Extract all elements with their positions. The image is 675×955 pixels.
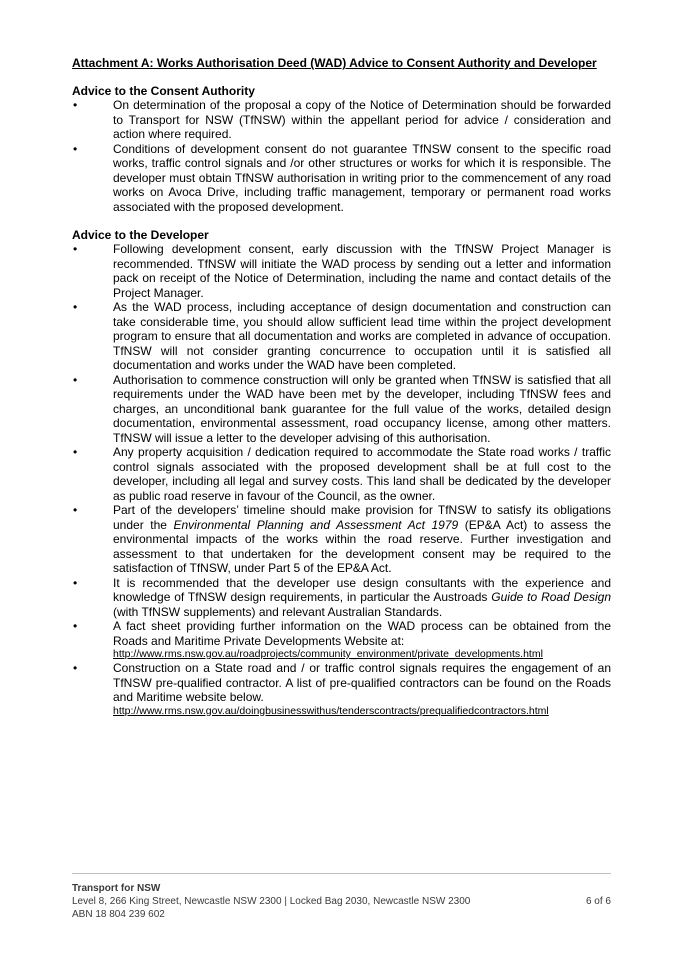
prequalified-contractors-link[interactable]: http://www.rms.nsw.gov.au/doingbusinesswithus/tenderscontracts/prequalifiedcontractors.html [113, 704, 549, 717]
page-number: 6 of 6 [585, 896, 611, 907]
list-item-text: (EP&A Act) to assess the environmental impacts of the works within the road reserve. Further investigation and assessment to that undertaken for the development consent may be required to the satisfaction of TfNSW, under Part 5 of the EP&A Act. [113, 517, 611, 575]
footer-address-row [72, 895, 611, 908]
bullet-icon: • [73, 141, 78, 156]
guide-title: Guide to Road Design [491, 590, 611, 604]
page-footer [72, 873, 611, 921]
bullet-icon: • [73, 98, 78, 112]
footer-organisation: Transport for NSW [72, 883, 161, 894]
bullet-icon: • [73, 661, 78, 675]
footer-abn: ABN 18 804 239 602 [72, 909, 165, 920]
list-item-text: Construction on a State road and / or traffic control signals requires the engagement of an TfNSW pre-qualified contractor. A list of pre-qualified contractors can be found on the Roads and Maritime website below. [113, 661, 611, 704]
document-title: Attachment A: Works Authorisation Deed (WAD) Advice to Consent Authority and Developer [72, 56, 597, 70]
list-item [72, 445, 611, 503]
bullet-icon: • [73, 619, 78, 633]
list-item-text: Following development consent, early discussion with the TfNSW Project Manager is recommended. TfNSW will initiate the WAD process by sending out a letter and information pack on receipt of the Notice of Determination, including the name and contact details of the Project Manager. [113, 242, 611, 300]
list-item [72, 503, 611, 576]
list-item-text: It is recommended that the developer use design consultants with the experience and knowledge of TfNSW design requirements, in particular the Austroads [113, 575, 611, 604]
bullet-icon: • [73, 300, 78, 314]
list-item-text: On determination of the proposal a copy of the Notice of Determination should be forwarded to Transport for NSW (TfNSW) within the appellant period for advice / consideration and action where required. [113, 98, 611, 141]
document-page [72, 56, 611, 718]
consent-authority-list [72, 98, 611, 214]
list-item-text: Any property acquisition / dedication required to accommodate the State road works / traffic control signals associated with the proposed development shall be at full cost to the developer, including all legal and survey costs. This land shall be dedicated by the developer as public road reserve in favour of the Council, as the owner. [113, 445, 611, 503]
list-item [72, 98, 611, 142]
list-item-text: Conditions of development consent do not guarantee TfNSW consent to the specific road works, traffic control signals and /or other structures or works for which it is responsible. The developer must obtain TfNSW authorisation in writing prior to the commencement of any road works on Avoca Drive, including traffic management, temporary or permanent road works associated with the proposed development. [113, 141, 611, 214]
footer-address: Level 8, 266 King Street, Newcastle NSW 2300 | Locked Bag 2030, Newcastle NSW 2300 [72, 896, 471, 907]
list-item [72, 300, 611, 373]
list-item [72, 142, 611, 215]
list-item-text: A fact sheet providing further information on the WAD process can be obtained from the Roads and Maritime Private Developments Website at: [113, 619, 611, 648]
list-item-text: As the WAD process, including acceptance of design documentation and construction can take considerable time, you should allow sufficient lead time within the project development program to ensure that all documentation and works are completed in advance of occupation. TfNSW will not consider granting concurrence to occupation until it is satisfied all documentation and works under the WAD have been completed. [113, 300, 611, 372]
list-item-text: Authorisation to commence construction will only be granted when TfNSW is satisfied that all requirements under the WAD have been met by the developer, including TfNSW fees and charges, an unconditional bank guarantee for the full value of the works, detailed design documentation, environmental assessment, road occupancy license, among other matters. TfNSW will issue a letter to the developer advising of this authorisation. [113, 372, 611, 445]
act-title: Environmental Planning and Assessment Act 1979 [173, 517, 459, 532]
private-developments-link[interactable]: http://www.rms.nsw.gov.au/roadprojects/community_environment/private_developments.html [113, 648, 543, 660]
list-item [72, 373, 611, 446]
list-item-text: (with TfNSW supplements) and relevant Australian Standards. [113, 604, 443, 619]
list-item-text: Part of the developers’ timeline should make provision for TfNSW to satisfy its obligations under the [113, 503, 611, 532]
list-item [72, 661, 611, 718]
bullet-icon: • [73, 445, 78, 459]
bullet-icon: • [73, 575, 78, 590]
list-item [72, 242, 611, 300]
consent-authority-heading: Advice to the Consent Authority [72, 84, 255, 98]
bullet-icon: • [73, 503, 78, 517]
developer-list [72, 242, 611, 718]
bullet-icon: • [73, 372, 78, 387]
bullet-icon: • [73, 242, 78, 256]
list-item [72, 576, 611, 620]
list-item [72, 619, 611, 661]
developer-heading: Advice to the Developer [72, 228, 209, 242]
